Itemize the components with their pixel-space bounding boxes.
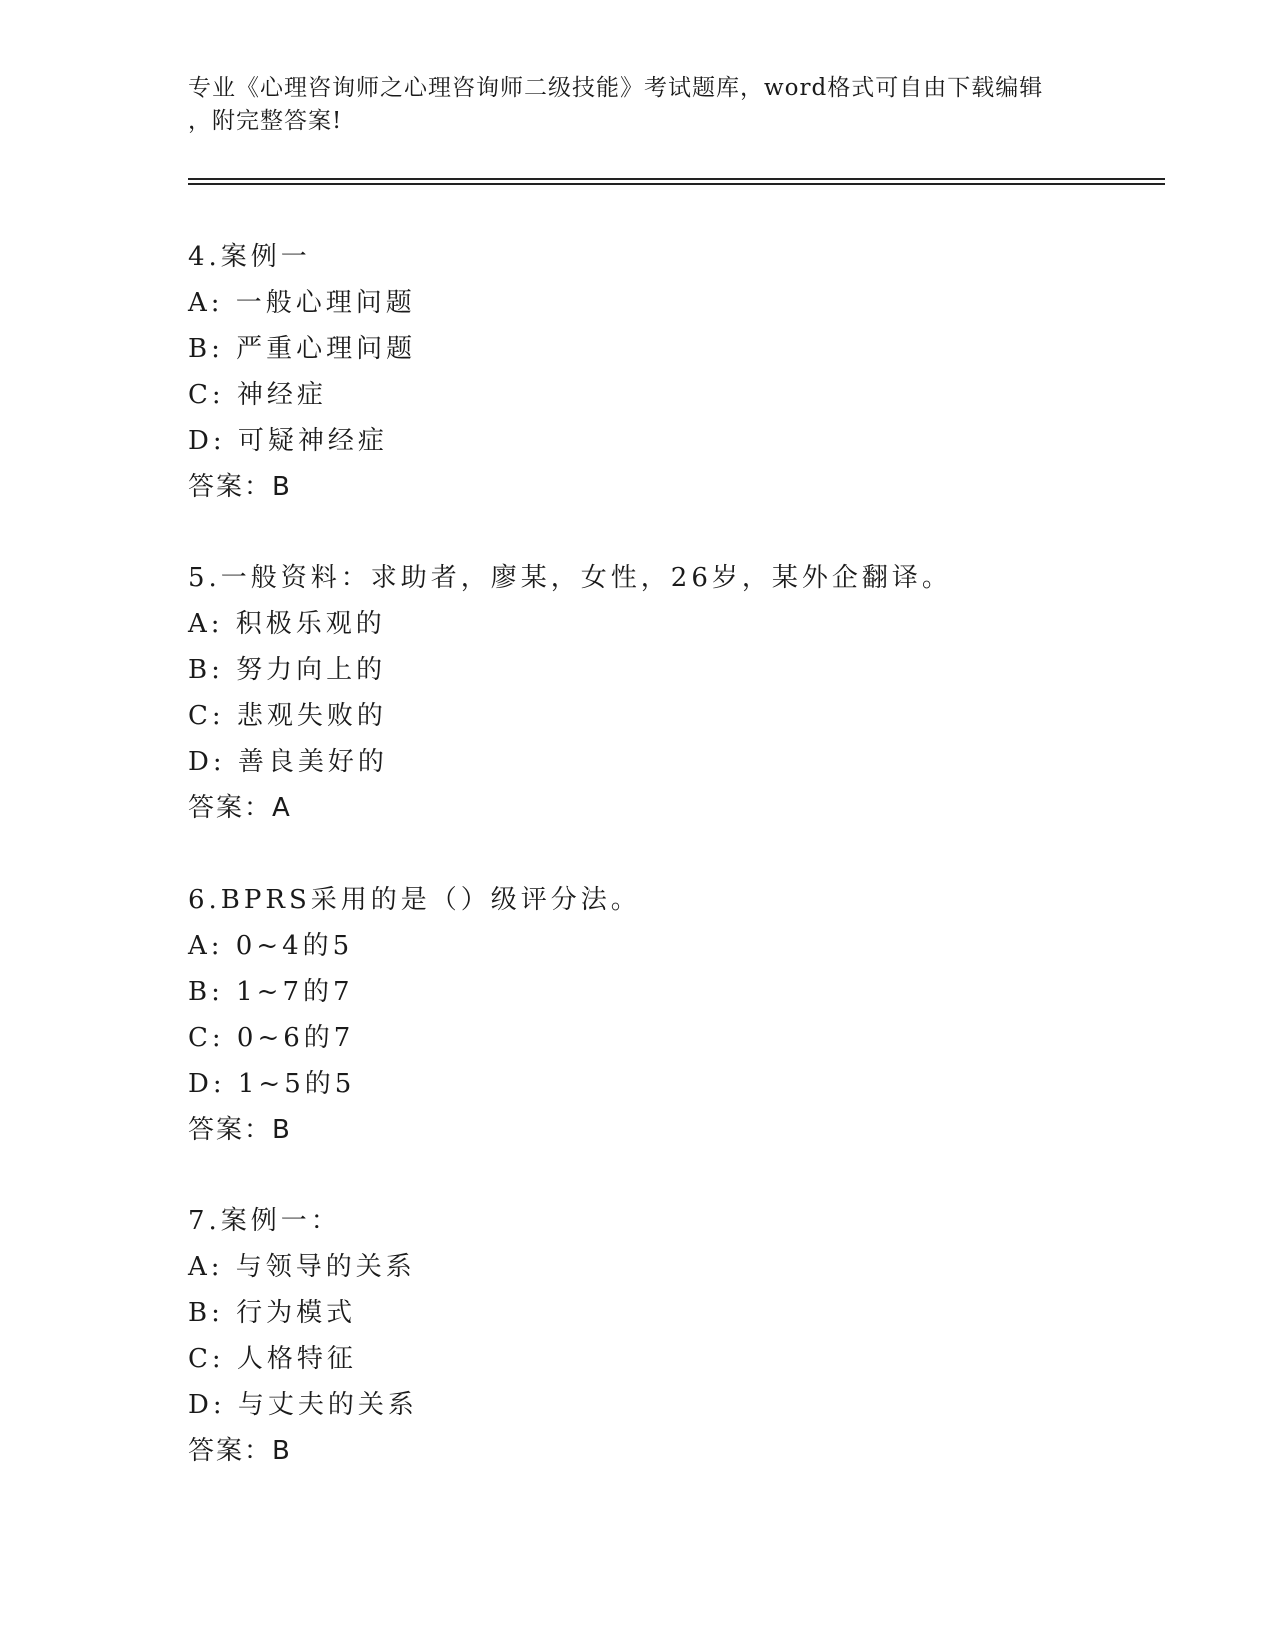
question-title: 7.案例一：	[188, 1206, 341, 1236]
option-c: C: 悲观失败的	[188, 701, 387, 731]
option-a: A: 一般心理问题	[188, 288, 416, 318]
answer-line: 答案：B	[188, 1115, 292, 1145]
header-line-1: 专业《心理咨询师之心理咨询师二级技能》考试题库，word格式可自由下载编辑	[188, 75, 1044, 101]
question-5	[188, 555, 1188, 831]
option-c: C: 人格特征	[188, 1344, 357, 1374]
option-c: C: 0~6的7	[188, 1023, 355, 1053]
answer-line: 答案：B	[188, 1436, 292, 1466]
option-b: B: 严重心理问题	[188, 334, 417, 364]
option-d: D: 善良美好的	[188, 747, 388, 777]
question-title: 4.案例一	[188, 242, 311, 272]
option-b: B: 努力向上的	[188, 655, 387, 685]
option-d: D: 1~5的5	[188, 1069, 356, 1099]
answer-line: 答案：B	[188, 472, 292, 502]
option-d: D: 与丈夫的关系	[188, 1390, 418, 1420]
question-7	[188, 1198, 1188, 1474]
option-a: A: 积极乐观的	[188, 609, 386, 639]
header-divider-top	[188, 178, 1165, 180]
header-divider-bottom	[188, 183, 1165, 185]
option-d: D: 可疑神经症	[188, 426, 388, 456]
document-header	[188, 72, 1068, 138]
question-title: 5.一般资料：求助者，廖某，女性，26岁，某外企翻译。	[188, 563, 952, 593]
option-b: B: 1~7的7	[188, 977, 354, 1007]
option-c: C: 神经症	[188, 380, 327, 410]
question-title: 6.BPRS采用的是（）级评分法。	[188, 885, 641, 915]
question-4	[188, 234, 1188, 510]
answer-line: 答案：A	[188, 793, 292, 823]
header-line-2: ，附完整答案!	[188, 108, 343, 134]
question-6	[188, 877, 1188, 1153]
option-a: A: 与领导的关系	[188, 1252, 416, 1282]
option-b: B: 行为模式	[188, 1298, 357, 1328]
option-a: A: 0~4的5	[188, 931, 354, 961]
